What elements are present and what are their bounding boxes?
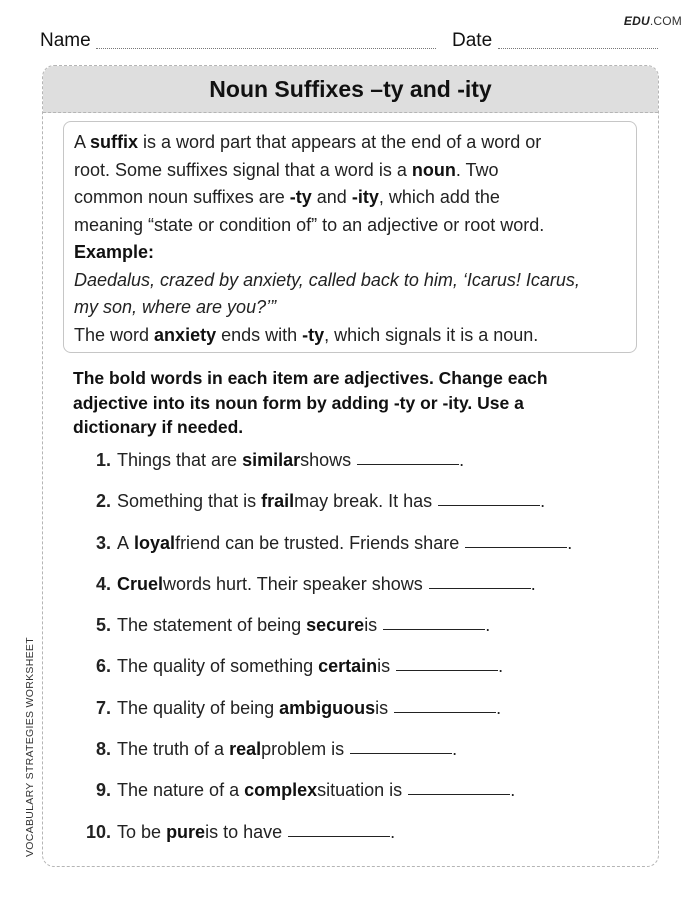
answer-blank[interactable] (394, 698, 496, 713)
date-label: Date (452, 30, 493, 51)
answer-blank[interactable] (429, 574, 531, 589)
list-item: 2. Something that is frail may break. It has . (71, 491, 631, 532)
answer-blank[interactable] (357, 450, 459, 465)
instructions-line-2: adjective into its noun form by adding -ty or -ity. Use a (73, 392, 524, 413)
example-sentence-2: my son, where are you?’” (74, 297, 277, 317)
item-number: 6. (95, 656, 111, 677)
header-fields (40, 30, 658, 52)
adjective-word: ambiguous (279, 697, 376, 718)
side-label: VOCABULARY STRATEGIES WORKSHEET (24, 637, 36, 857)
list-item: 8. The truth of a real problem is . (71, 739, 631, 780)
exercise-list (71, 450, 631, 863)
adjective-word: secure (306, 615, 365, 636)
list-item: 7. The quality of being ambiguous is . (71, 698, 631, 739)
brand-logo (624, 14, 682, 28)
item-number: 3. (95, 532, 111, 553)
answer-blank[interactable] (408, 780, 510, 795)
adjective-word: frail (261, 491, 295, 512)
item-number: 4. (95, 573, 111, 594)
name-field[interactable] (96, 48, 436, 49)
item-number: 9. (95, 780, 111, 801)
list-item: 5. The statement of being secure is . (71, 615, 631, 656)
item-number: 7. (95, 697, 111, 718)
definition-line-3: common noun suffixes are -ty and -ity, which add the (74, 187, 500, 207)
list-item: 3. A loyal friend can be trusted. Friends share . (71, 533, 631, 574)
item-number: 5. (95, 615, 111, 636)
answer-blank[interactable] (465, 533, 567, 548)
definition-line-1: A suffix is a word part that appears at the end of a word or (74, 132, 542, 152)
item-number: 8. (95, 739, 111, 760)
item-number: 2. (95, 491, 111, 512)
adjective-word: loyal (134, 532, 176, 553)
answer-blank[interactable] (383, 615, 485, 630)
answer-blank[interactable] (438, 491, 540, 506)
list-item: 1. Things that are similar shows . (71, 450, 631, 491)
brand-logo-bold: EDU (623, 14, 650, 28)
worksheet-card (42, 65, 659, 867)
answer-blank[interactable] (350, 739, 452, 754)
list-item: 4. Cruel words hurt. Their speaker shows . (71, 574, 631, 615)
example-sentence-1: Daedalus, crazed by anxiety, called back to him, ‘Icarus! Icarus, (74, 269, 580, 290)
item-number: 10. (85, 821, 111, 842)
date-field[interactable] (498, 48, 658, 49)
brand-logo-suffix: .COM (649, 14, 682, 28)
adjective-word: real (229, 739, 262, 760)
item-number: 1. (95, 450, 111, 470)
adjective-word: complex (244, 780, 318, 801)
example-label: Example: (74, 242, 155, 262)
example-explanation: The word anxiety ends with -ty, which signals it is a noun. (74, 324, 539, 345)
list-item: 6. The quality of something certain is . (71, 656, 631, 697)
definition-box (63, 121, 637, 353)
adjective-word: certain (318, 656, 378, 677)
instructions (73, 366, 628, 440)
name-label: Name (40, 30, 91, 51)
list-item: 10. To be pure is to have . (71, 822, 631, 863)
adjective-word: pure (166, 821, 206, 842)
instructions-line-1: The bold words in each item are adjectives. Change each (73, 368, 548, 388)
list-item: 9. The nature of a complex situation is . (71, 780, 631, 821)
answer-blank[interactable] (396, 656, 498, 671)
answer-blank[interactable] (288, 822, 390, 837)
adjective-word: similar (242, 450, 301, 470)
instructions-line-3: dictionary if needed. (73, 417, 244, 437)
definition-line-4: meaning “state or condition of” to an adjective or root word. (74, 214, 545, 235)
definition-line-2: root. Some suffixes signal that a word is a noun. Two (74, 159, 499, 180)
title-bar (43, 66, 658, 113)
adjective-word: Cruel (117, 573, 164, 594)
page-title: Noun Suffixes –ty and -ity (209, 75, 492, 102)
